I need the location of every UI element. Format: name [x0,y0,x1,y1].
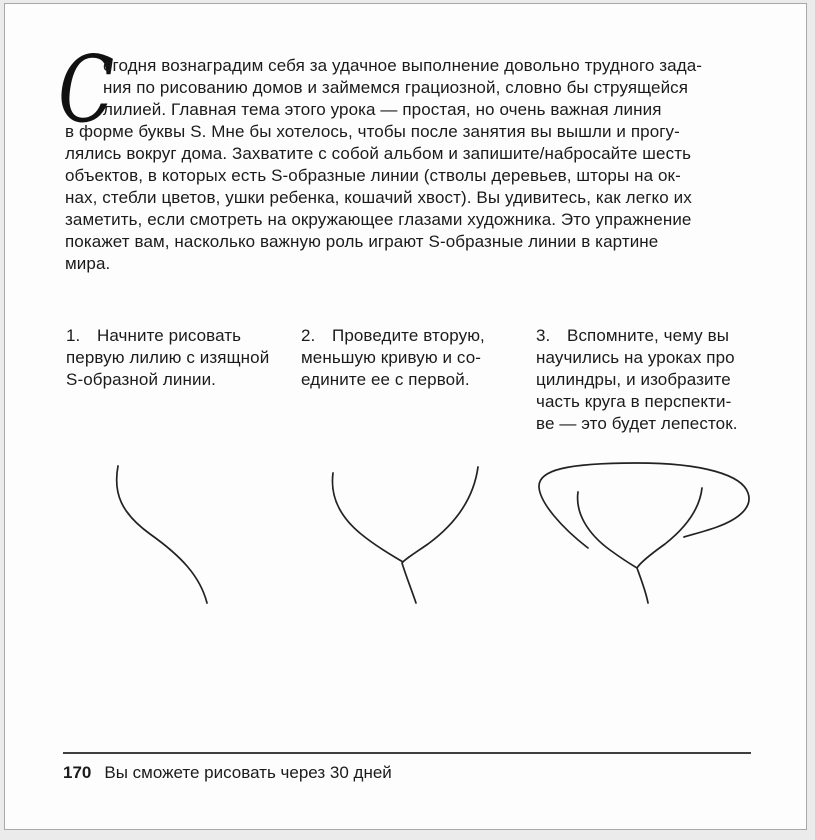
step-line: едините ее с первой. [301,370,470,389]
step-line: меньшую кривую и со- [301,348,482,367]
step-text: Начните рисовать [97,326,242,345]
paragraph-line: в форме буквы S. Мне бы хотелось, чтобы после занятия вы вышли и прогу- [65,122,680,141]
step-line: ве — это будет лепесток. [536,414,738,433]
paragraph-line: объектов, в которых есть S-образные линии (стволы деревьев, шторы на ок- [65,166,681,185]
step-line: S-образной линии. [66,370,216,389]
step-number: 2. [301,326,316,345]
step-line [536,325,776,347]
step-1-instruction [66,325,306,391]
step-3-instruction [536,325,776,435]
paragraph-line: лилией. Главная тема этого урока — простая, но очень важная линия [103,100,662,119]
step-line: научились на уроках про [536,348,735,367]
paragraph-line: мира. [65,254,111,273]
drop-cap-letter: С [58,36,115,143]
book-title: Вы сможете рисовать через 30 дней [104,763,392,782]
step-number: 3. [536,326,551,345]
paragraph-line: лялись вокруг дома. Захватите с собой альбом и запишите/набросайте шесть [65,144,692,163]
step-line [66,325,306,347]
step-line: первую лилию с изящной [66,348,270,367]
step-text: Проведите вторую, [332,326,485,345]
paragraph-line: ния по рисованию домов и займемся грациозной, словно бы струящейся [103,78,689,97]
step-text: Вспомните, чему вы [567,326,730,345]
paragraph-line: егодня вознаградим себя за удачное выполнение довольно трудного зада- [103,56,703,75]
page-number: 170 [63,763,92,782]
paragraph-line: покажет вам, насколько важную роль играют S-образные линии в картине [65,232,659,251]
footer-divider [63,752,751,754]
paragraph-line: заметить, если смотреть на окружающее глазами художника. Это упражнение [65,210,692,229]
intro-paragraph [65,55,770,275]
page-footer [63,763,392,783]
step-number: 1. [66,326,81,345]
step-line [301,325,541,347]
paragraph-line: нах, стебли цветов, ушки ребенка, кошачий хвост). Вы удивитесь, как легко их [65,188,692,207]
step-line: часть круга в перспекти- [536,392,732,411]
step-2-instruction [301,325,541,391]
step-line: цилиндры, и изобразите [536,370,731,389]
